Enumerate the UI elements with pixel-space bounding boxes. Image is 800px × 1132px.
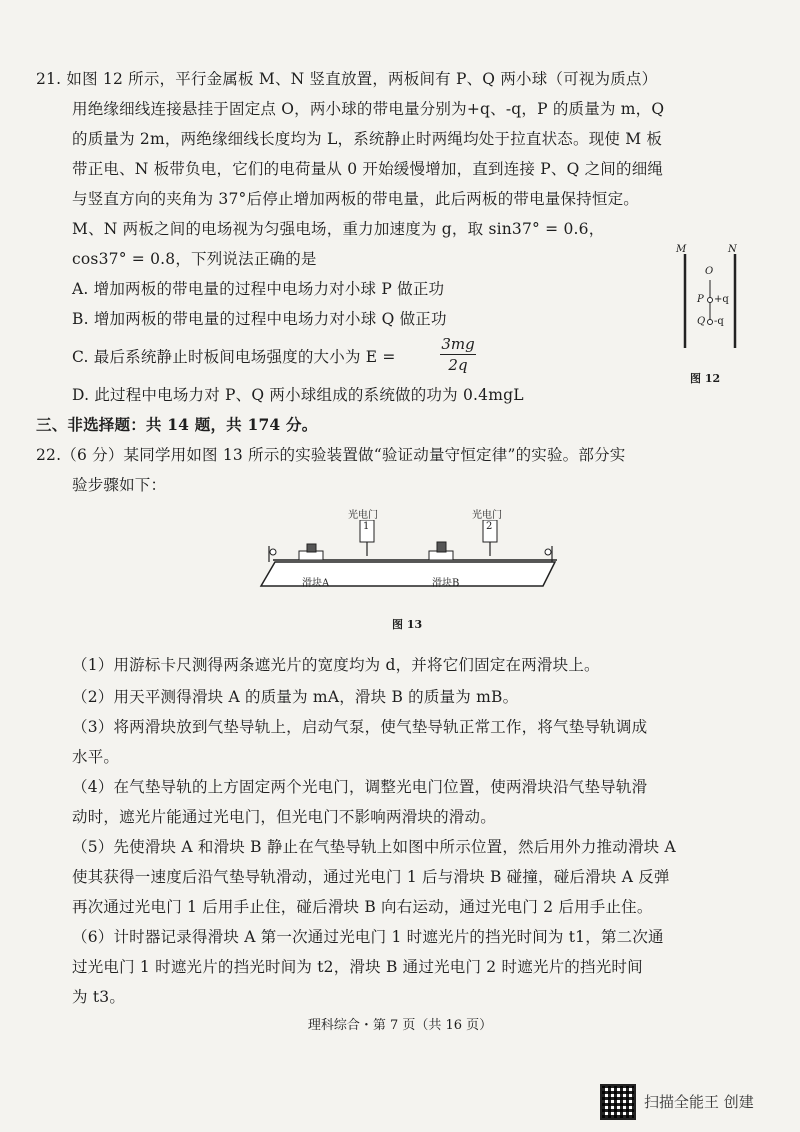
q21-line-3: 的质量为 2m，两绝缘细线长度均为 L，系统静止时两绳均处于拉直状态。现使 M 板 bbox=[72, 130, 663, 148]
q22-step-6a: （6）计时器记录得滑块 A 第一次通过光电门 1 时遮光片的挡光时间为 t1，第二次通 bbox=[72, 928, 664, 946]
ball-p bbox=[708, 298, 713, 303]
ball-p-charge: +q bbox=[714, 294, 729, 305]
fraction-numerator: 3mg bbox=[441, 335, 475, 353]
right-stop-knob bbox=[545, 549, 551, 555]
q22-step-5a: （5）先使滑块 A 和滑块 B 静止在气垫导轨上如图中所示位置，然后用外力推动滑块 A bbox=[72, 838, 676, 856]
q21-option-b: B. 增加两板的带电量的过程中电场力对小球 Q 做正功 bbox=[72, 310, 447, 328]
q21-line-6: M、N 两板之间的电场视为匀强电场，重力加速度为 g，取 sin37° = 0.6， bbox=[72, 220, 605, 238]
q22-step-4a: （4）在气垫导轨的上方固定两个光电门，调整光电门位置，使两滑块沿气垫导轨滑 bbox=[72, 778, 648, 796]
q22-step-5c: 再次通过光电门 1 后用手止住，碰后滑块 B 向右运动，通过光电门 2 后用手止住。 bbox=[72, 898, 653, 916]
slider-b-label: 滑块B bbox=[432, 578, 460, 589]
ball-q bbox=[708, 320, 713, 325]
q22-step-5b: 使其获得一速度后沿气垫导轨滑动，通过光电门 1 后与滑块 B 碰撞，碰后滑块 A 反弹 bbox=[72, 868, 670, 886]
plate-n-label: N bbox=[728, 244, 737, 255]
q22-step-6c: 为 t3。 bbox=[72, 988, 126, 1006]
watermark-text: 扫描全能王 创建 bbox=[644, 1093, 754, 1111]
ball-q-label: Q bbox=[697, 316, 706, 327]
q21-option-a: A. 增加两板的带电量的过程中电场力对小球 P 做正功 bbox=[72, 280, 445, 298]
q22-step-4b: 动时，遮光片能通过光电门，但光电门不影响两滑块的滑动。 bbox=[72, 808, 496, 826]
qr-code-icon bbox=[600, 1084, 636, 1120]
q22-step-2: （2）用天平测得滑块 A 的质量为 mA，滑块 B 的质量为 mB。 bbox=[72, 688, 519, 706]
q22-step-1: （1）用游标卡尺测得两条遮光片的宽度均为 d，并将它们固定在两滑块上。 bbox=[72, 656, 600, 674]
fraction-denominator: 2q bbox=[448, 356, 468, 374]
figure-13-caption: 图 13 bbox=[392, 618, 423, 631]
q22-step-3a: （3）将两滑块放到气垫导轨上，启动气泵，使气垫导轨正常工作，将气垫导轨调成 bbox=[72, 718, 648, 736]
ball-p-label: P bbox=[697, 294, 704, 305]
q21-line-4: 带正电、N 板带负电，它们的电荷量从 0 开始缓慢增加，直到连接 P、Q 之间的细绳 bbox=[72, 160, 664, 178]
gate-2-number: 2 bbox=[486, 521, 493, 532]
figure-12-caption: 图 12 bbox=[690, 372, 721, 385]
page-footer: 理科综合・第 7 页（共 16 页） bbox=[307, 1018, 493, 1033]
left-stop-knob bbox=[270, 549, 276, 555]
q21-line-1: 21. 如图 12 所示，平行金属板 M、N 竖直放置，两板间有 P、Q 两小球（可视为质点） bbox=[36, 70, 658, 88]
q21-line-2: 用绝缘细线连接悬挂于固定点 O，两小球的带电量分别为+q、-q，P 的质量为 m，Q bbox=[72, 100, 665, 118]
point-o-label: O bbox=[705, 266, 714, 277]
figure-12 bbox=[660, 240, 760, 360]
q22-intro-1: 22.（6 分）某同学用如图 13 所示的实验装置做“验证动量守恒定律”的实验。部分实 bbox=[36, 446, 626, 464]
q21-option-c-fraction bbox=[438, 334, 478, 375]
gate-2-label: 光电门 bbox=[472, 510, 502, 521]
section-3-heading: 三、非选择题：共 14 题，共 174 分。 bbox=[36, 415, 318, 434]
q22-intro-2: 验步骤如下： bbox=[72, 476, 167, 494]
scanner-watermark bbox=[600, 1084, 790, 1120]
slider-a-label: 滑块A bbox=[302, 578, 330, 589]
plate-m-label: M bbox=[676, 244, 687, 255]
gate-1-label: 光电门 bbox=[348, 510, 378, 521]
slider-b-flag bbox=[437, 542, 446, 552]
slider-a-flag bbox=[307, 544, 316, 552]
gate-1-number: 1 bbox=[363, 521, 370, 532]
q22-step-3b: 水平。 bbox=[72, 748, 120, 766]
q21-option-c-prefix: C. 最后系统静止时板间电场强度的大小为 E = bbox=[72, 348, 396, 366]
q21-line-5: 与竖直方向的夹角为 37°后停止增加两板的带电量，此后两板的带电量保持恒定。 bbox=[72, 190, 640, 208]
ball-q-charge: -q bbox=[714, 316, 724, 327]
q22-step-6b: 过光电门 1 时遮光片的挡光时间为 t2，滑块 B 通过光电门 2 时遮光片的挡光时间 bbox=[72, 958, 643, 976]
q21-option-d: D. 此过程中电场力对 P、Q 两小球组成的系统做的功为 0.4mgL bbox=[72, 386, 524, 404]
q21-line-7: cos37° = 0.8，下列说法正确的是 bbox=[72, 250, 317, 268]
